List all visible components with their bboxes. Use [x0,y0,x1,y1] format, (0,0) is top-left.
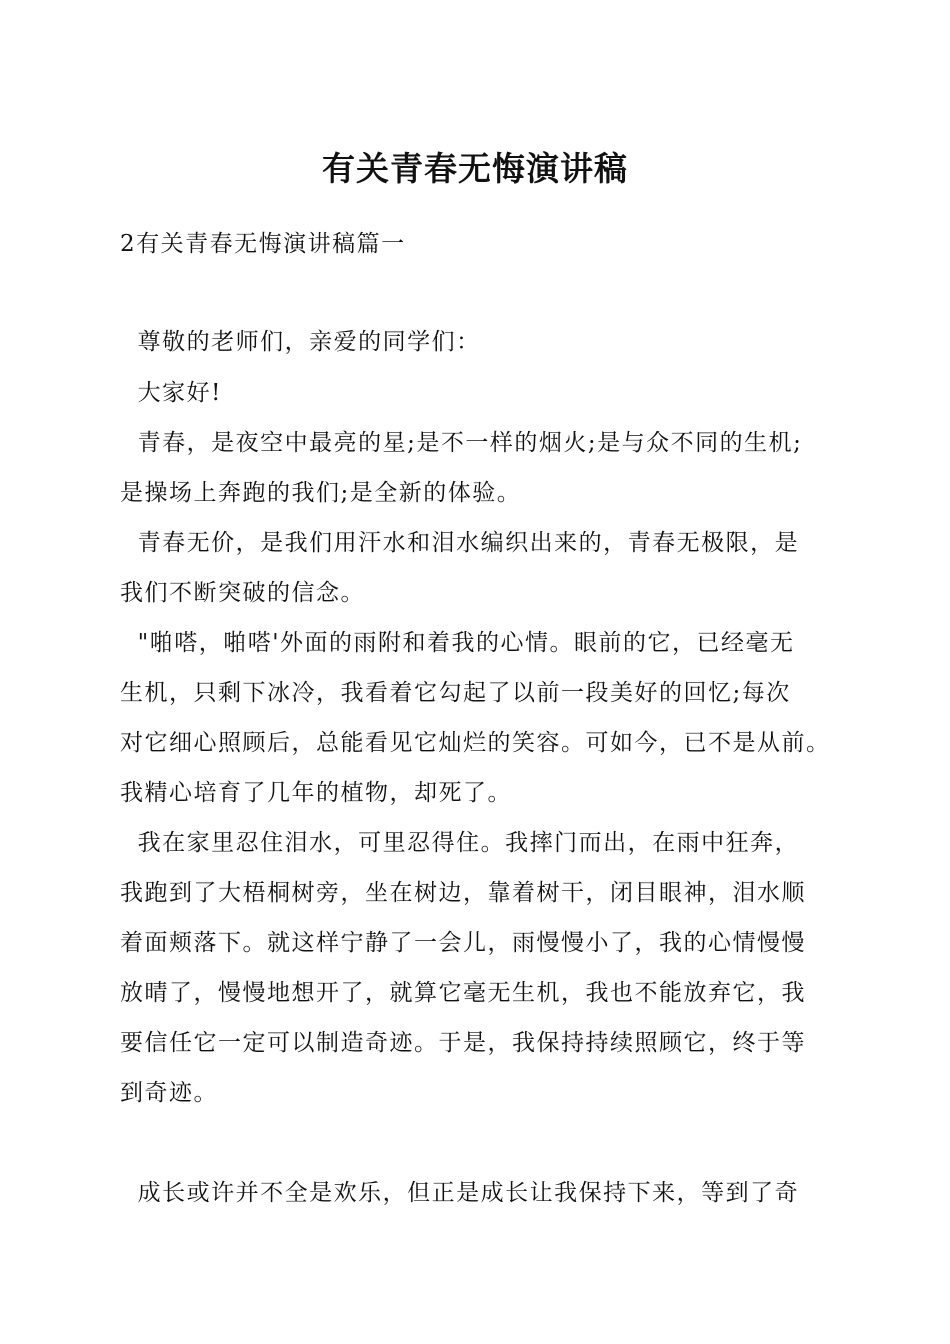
body-text-line: 是操场上奔跑的我们;是全新的体验。 [120,480,522,506]
body-text-line: 到奇迹。 [120,1080,218,1106]
body-text-line: 我在家里忍住泪水，可里忍得住。我摔门而出，在雨中狂奔， [120,830,800,856]
body-text-line: 青春无价，是我们用汗水和泪水编织出来的，青春无极限，是 [120,530,800,556]
body-text-line: 着面颊落下。就这样宁静了一会儿，雨慢慢小了，我的心情慢慢 [120,930,806,956]
body-text-line: 成长或许并不全是欢乐，但正是成长让我保持下来，等到了奇 [120,1180,800,1206]
body-text-line: "啪嗒，啪嗒'外面的雨附和着我的心情。眼前的它，已经毫无 [120,630,795,656]
document-title: 有关青春无悔演讲稿 [322,149,628,188]
body-text-line: 我精心培育了几年的植物，却死了。 [120,780,512,806]
body-text-line: 要信任它一定可以制造奇迹。于是，我保持持续照顾它，终于等 [120,1030,806,1056]
body-text-line: 青春，是夜空中最亮的星;是不一样的烟火;是与众不同的生机; [120,430,803,456]
body-text-line: 放晴了，慢慢地想开了，就算它毫无生机，我也不能放弃它，我 [120,980,806,1006]
greeting-line: 尊敬的老师们，亲爱的同学们： [120,329,481,355]
salutation-line: 大家好! [120,380,222,406]
body-text-line: 我们不断突破的信念。 [120,580,365,606]
body-text-line: 生机，只剩下冰冷，我看着它勾起了以前一段美好的回忆;每次 [120,680,791,706]
body-text-line: 我跑到了大梧桐树旁，坐在树边，靠着树干，闭目眼神，泪水顺 [120,880,806,906]
body-text-line: 对它细心照顾后，总能看见它灿烂的笑容。可如今，已不是从前。 [120,730,831,756]
document-subtitle: 2有关青春无悔演讲稿篇一 [120,231,406,257]
